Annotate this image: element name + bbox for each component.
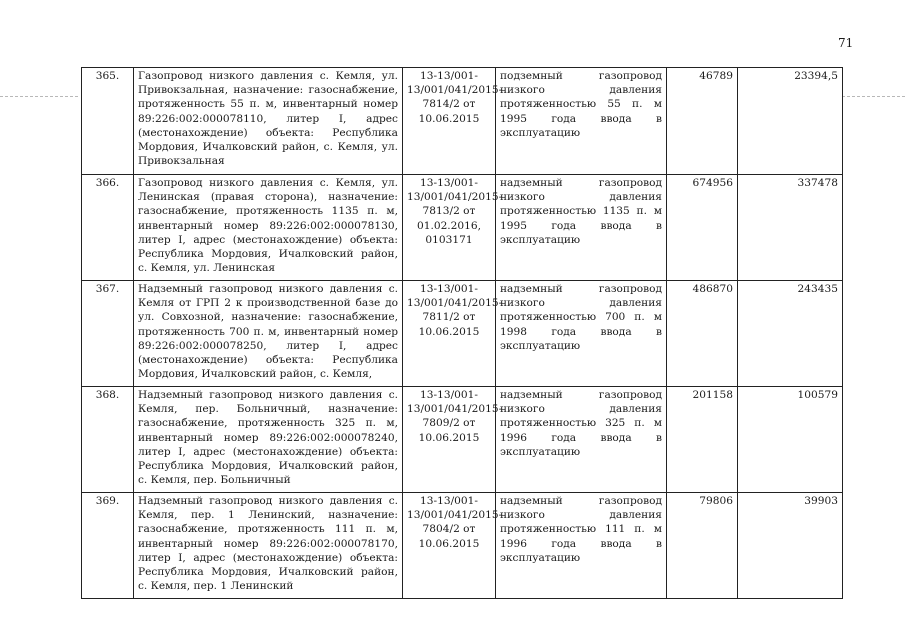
object-characteristics: надземный газопровод низкого давления протяженностью 325 п. м 1996 года ввода в эксплуатацию — [496, 387, 667, 493]
object-description: Газопровод низкого давления с. Кемля, ул. Ленинская (правая сторона), назначение: газоснабжение, протяженность 1135 п. м, инвентарный номер 89:226:002:000078130, литер I, адрес (местонахождение) объекта: Республика Мордовия, Ичалковский район, с. Кемля, ул. Ленинская — [134, 175, 403, 281]
value-cell: 337478 — [738, 175, 843, 281]
row-number: 369. — [82, 493, 134, 599]
row-number: 368. — [82, 387, 134, 493]
object-characteristics: надземный газопровод низкого давления протяженностью 700 п. м 1998 года ввода в эксплуатацию — [496, 281, 667, 387]
row-number: 365. — [82, 68, 134, 175]
value-cell: 100579 — [738, 387, 843, 493]
registration-record: 13-13/001-13/001/041/2015-7814/2 от 10.06.2015 — [403, 68, 496, 175]
registration-record: 13-13/001-13/001/041/2015-7813/2 от 01.02.2016, 0103171 — [403, 175, 496, 281]
object-characteristics: подземный газопровод низкого давления протяженностью 55 п. м 1995 года ввода в эксплуатацию — [496, 68, 667, 175]
object-description: Надземный газопровод низкого давления с. Кемля от ГРП 2 к производственной базе до ул. Совхозной, назначение: газоснабжение, протяженность 700 п. м, инвентарный номер 89:226:002:000078250, литер I, адрес (местонахождение) объекта: Республика Мордовия, Ичалковский район, с. Кемля, — [134, 281, 403, 387]
page-number: 71 — [838, 36, 854, 50]
value-cell: 46789 — [667, 68, 738, 175]
table-row — [82, 175, 843, 281]
object-characteristics: надземный газопровод низкого давления протяженностью 1135 п. м 1995 года ввода в эксплуатацию — [496, 175, 667, 281]
value-cell: 243435 — [738, 281, 843, 387]
scan-artifact-line — [842, 96, 905, 97]
value-cell: 486870 — [667, 281, 738, 387]
registration-record: 13-13/001-13/001/041/2015-7809/2 от 10.06.2015 — [403, 387, 496, 493]
value-cell: 674956 — [667, 175, 738, 281]
value-cell: 39903 — [738, 493, 843, 599]
table-row — [82, 68, 843, 175]
table-row — [82, 493, 843, 599]
scan-artifact-line — [0, 96, 78, 97]
property-registry-table — [81, 67, 843, 599]
object-description: Надземный газопровод низкого давления с. Кемля, пер. 1 Ленинский, назначение: газоснабжение, протяженность 111 п. м, инвентарный номер 89:226:002:000078170, литер I, адрес (местонахождение) объекта: Республика Мордовия, Ичалковский район, с. Кемля, пер. 1 Ленинский — [134, 493, 403, 599]
registration-record: 13-13/001-13/001/041/2015-7804/2 от 10.06.2015 — [403, 493, 496, 599]
value-cell: 23394,5 — [738, 68, 843, 175]
registration-record: 13-13/001-13/001/041/2015-7811/2 от 10.06.2015 — [403, 281, 496, 387]
row-number: 366. — [82, 175, 134, 281]
value-cell: 79806 — [667, 493, 738, 599]
object-description: Надземный газопровод низкого давления с. Кемля, пер. Больничный, назначение: газоснабжение, протяженность 325 п. м, инвентарный номер 89:226:002:000078240, литер I, адрес (местонахождение) объекта: Республика Мордовия, Ичалковский район, с. Кемля, пер. Больничный — [134, 387, 403, 493]
table-row — [82, 281, 843, 387]
row-number: 367. — [82, 281, 134, 387]
table-row — [82, 387, 843, 493]
object-characteristics: надземный газопровод низкого давления протяженностью 111 п. м 1996 года ввода в эксплуатацию — [496, 493, 667, 599]
object-description: Газопровод низкого давления с. Кемля, ул. Привокзальная, назначение: газоснабжение, протяженность 55 п. м, инвентарный номер 89:226:002:000078110, литер I, адрес (местонахождение) объекта: Республика Мордовия, Ичалковский район, с. Кемля, ул. Привокзальная — [134, 68, 403, 175]
value-cell: 201158 — [667, 387, 738, 493]
